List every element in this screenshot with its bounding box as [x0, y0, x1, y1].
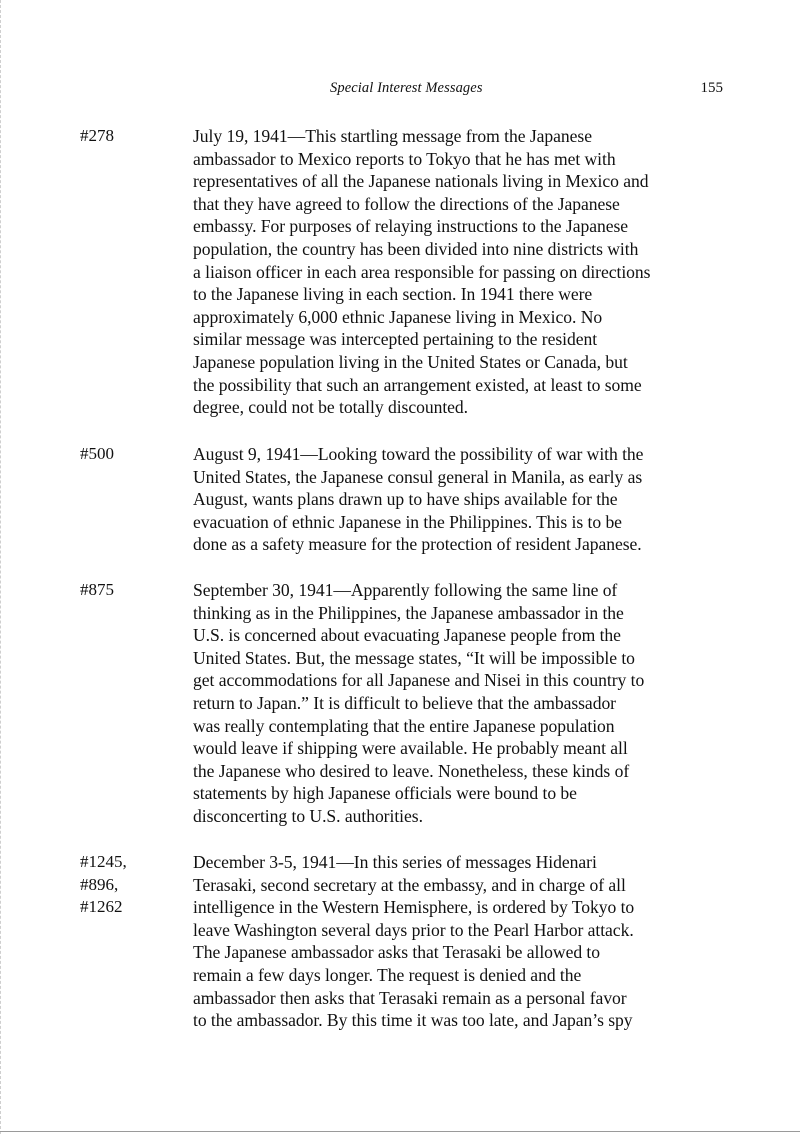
- message-summary: [193, 125, 727, 419]
- text-line: degree, could not be totally discounted.: [193, 397, 469, 418]
- text-line: ambassador then asks that Terasaki remain as a personal favor: [193, 987, 627, 1008]
- text-line: Japanese population living in the United States or Canada, but: [193, 351, 628, 372]
- text-line: December 3-5, 1941—In this series of messages Hidenari: [193, 852, 597, 872]
- message-summary: [193, 579, 727, 828]
- text-line: leave Washington several days prior to the Pearl Harbor attack.: [193, 919, 634, 940]
- text-line: return to Japan.” It is difficult to believe that the ambassador: [193, 692, 616, 713]
- text-line: similar message was intercepted pertaining to the resident: [193, 329, 598, 350]
- text-line: remain a few days longer. The request is denied and the: [193, 964, 582, 985]
- scan-edge-marks: [0, 0, 4, 1134]
- text-line: get accommodations for all Japanese and Nisei in this country to: [193, 670, 645, 691]
- message-summary: [193, 443, 727, 556]
- text-line: done as a safety measure for the protection of resident Japanese.: [193, 534, 642, 555]
- text-line: disconcerting to U.S. authorities.: [193, 805, 423, 826]
- text-line: statements by high Japanese officials were bound to be: [193, 783, 577, 804]
- message-summary: [193, 851, 727, 1032]
- text-line: a liaison officer in each area responsible for passing on directions: [193, 261, 651, 282]
- text-line: August, wants plans drawn up to have ships available for the: [193, 489, 618, 510]
- text-line: The Japanese ambassador asks that Terasaki be allowed to: [193, 942, 601, 963]
- text-line: the possibility that such an arrangement existed, at least to some: [193, 374, 642, 395]
- text-line: representatives of all the Japanese nationals living in Mexico and: [193, 171, 649, 192]
- bottom-scan-rule: [0, 1131, 800, 1132]
- message-id: #875: [80, 580, 114, 599]
- text-line: ambassador to Mexico reports to Tokyo that he has met with: [193, 148, 616, 169]
- text-line: to the ambassador. By this time it was too late, and Japan’s spy: [193, 1010, 633, 1031]
- text-line: intelligence in the Western Hemisphere, is ordered by Tokyo to: [193, 897, 635, 918]
- text-line: United States, the Japanese consul general in Manila, as early as: [193, 466, 643, 487]
- text-line: U.S. is concerned about evacuating Japanese people from the: [193, 625, 621, 646]
- running-title: Special Interest Messages: [330, 80, 483, 96]
- message-id: #1245, #896, #1262: [80, 852, 127, 917]
- text-line: approximately 6,000 ethnic Japanese living in Mexico. No: [193, 306, 603, 327]
- text-line: United States. But, the message states, “It will be impossible to: [193, 647, 635, 668]
- text-line: the Japanese who desired to leave. Nonetheless, these kinds of: [193, 760, 630, 781]
- text-line: September 30, 1941—Apparently following the same line of: [193, 580, 618, 600]
- running-header: [0, 80, 800, 102]
- text-line: embassy. For purposes of relaying instructions to the Japanese: [193, 216, 629, 237]
- text-line: to the Japanese living in each section. In 1941 there were: [193, 284, 593, 305]
- text-line: was really contemplating that the entire Japanese population: [193, 715, 615, 736]
- message-id: #278: [80, 126, 114, 145]
- text-line: would leave if shipping were available. He probably meant all: [193, 738, 628, 759]
- text-line: August 9, 1941—Looking toward the possibility of war with the: [193, 444, 644, 464]
- text-line: that they have agreed to follow the directions of the Japanese: [193, 193, 620, 214]
- page-number: 155: [700, 80, 723, 96]
- text-line: population, the country has been divided into nine districts with: [193, 238, 639, 259]
- text-line: Terasaki, second secretary at the embassy, and in charge of all: [193, 874, 626, 895]
- text-line: thinking as in the Philippines, the Japanese ambassador in the: [193, 602, 624, 623]
- message-id: #500: [80, 444, 114, 463]
- text-line: July 19, 1941—This startling message from the Japanese: [193, 126, 592, 146]
- text-line: evacuation of ethnic Japanese in the Philippines. This is to be: [193, 511, 622, 532]
